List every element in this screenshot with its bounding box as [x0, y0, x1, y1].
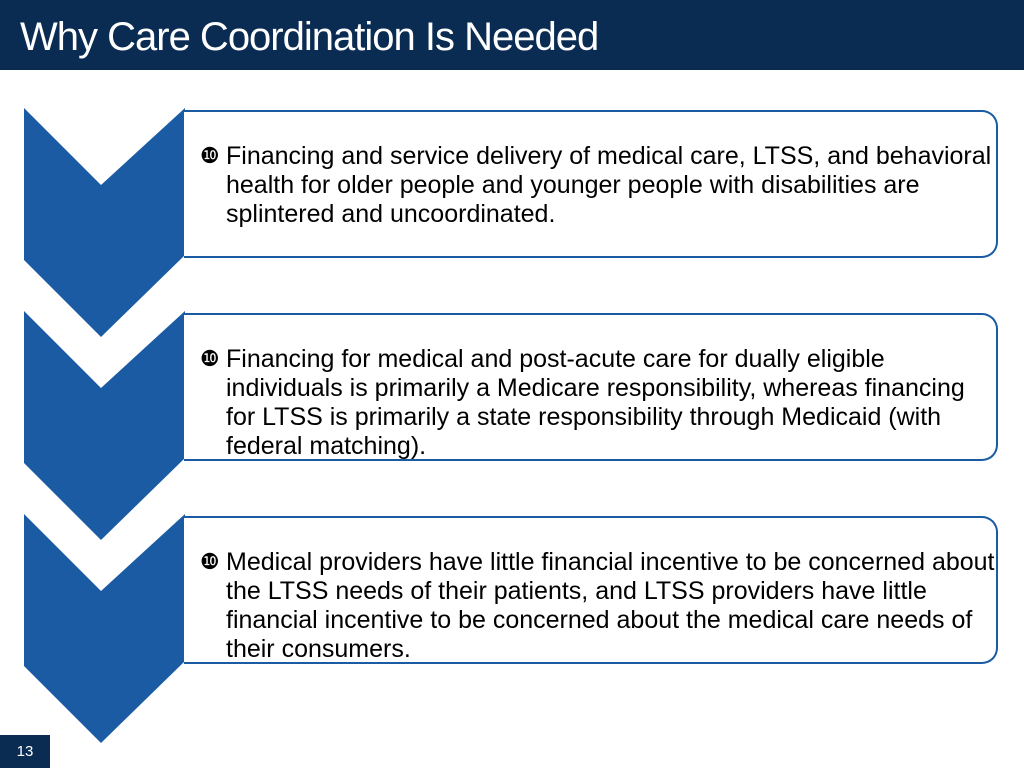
number-ten-bullet-icon: ❿	[200, 144, 220, 169]
point-card-3	[184, 516, 998, 664]
point-card-2	[184, 313, 998, 461]
chevron-2	[24, 311, 185, 540]
chevron-3	[24, 514, 185, 743]
bullet-row	[200, 142, 996, 229]
bullet-row	[200, 548, 996, 664]
number-ten-bullet-icon: ❿	[200, 550, 220, 575]
number-ten-bullet-icon: ❿	[200, 347, 220, 372]
page-number: 13	[0, 735, 50, 768]
chevron-1	[24, 108, 185, 337]
slide-title: Why Care Coordination Is Needed	[20, 15, 599, 59]
point-text: Medical providers have little financial incentive to be concerned about the LTSS needs of their patients, and LTSS providers have little financial incentive to be concerned about the medical care needs of their consumers.	[226, 548, 995, 663]
point-card-1	[184, 110, 998, 258]
point-text: Financing and service delivery of medical care, LTSS, and behavioral health for older people and younger people with disabilities are splintered and uncoordinated.	[226, 142, 992, 228]
point-text: Financing for medical and post-acute care for dually eligible individuals is primarily a Medicare responsibility, whereas financing for LTSS is primarily a state responsibility through Medicaid (with federal matching).	[226, 345, 965, 460]
bullet-row	[200, 345, 996, 461]
